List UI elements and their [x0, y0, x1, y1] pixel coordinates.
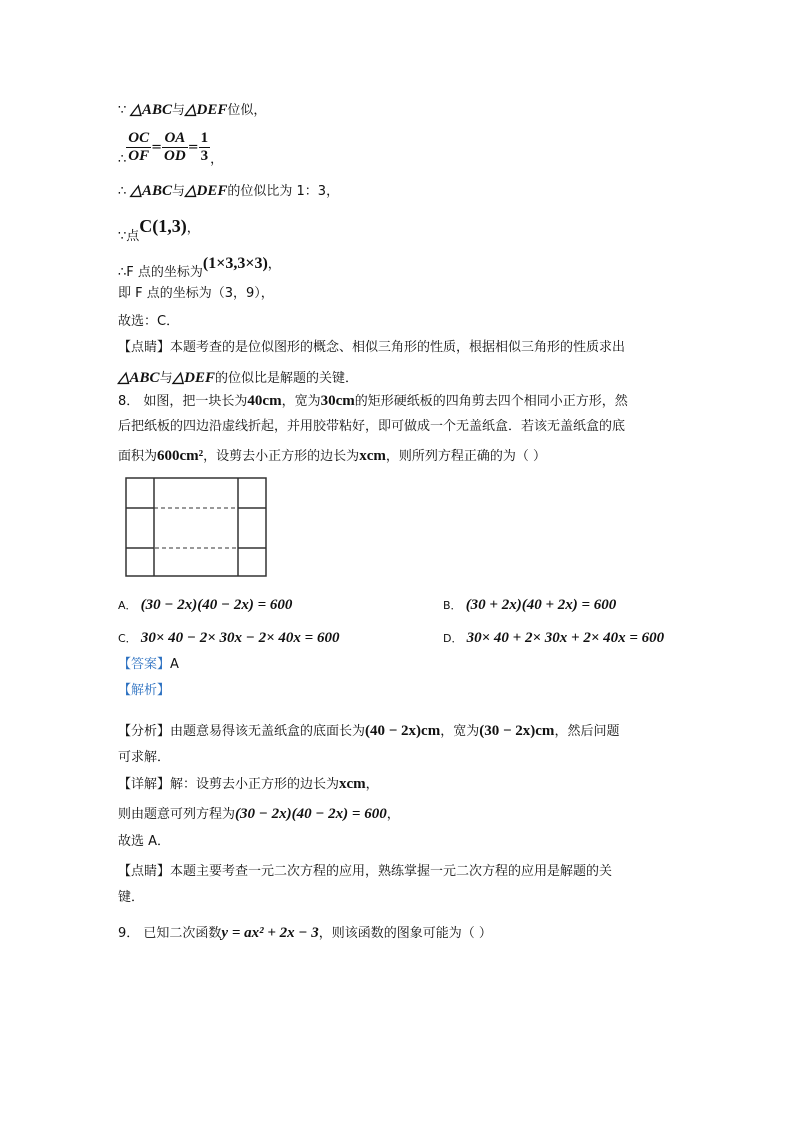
line: 可求解． [118, 750, 171, 765]
line: ∵ △ABC与△DEF位似， [118, 102, 267, 118]
analysis-heading: 【解析】 [118, 683, 171, 698]
option-c: C． 30× 40 − 2× 30x − 2× 40x = 600 [118, 630, 340, 646]
option-b: B． (30 + 2x)(40 + 2x) = 600 [443, 597, 617, 613]
line: 则由题意可列方程为(30 − 2x)(40 − 2x) = 600， [118, 806, 400, 822]
option-a: A． (30 − 2x)(40 − 2x) = 600 [118, 597, 293, 613]
line: 面积为600cm²，设剪去小正方形的边长为xcm，则所列方程正确的为（ ） [118, 448, 546, 464]
line: 【点睛】本题主要考查一元二次方程的应用，熟练掌握一元二次方程的应用是解题的关 [118, 864, 613, 879]
line: 故选：C． [118, 314, 180, 329]
line: △ABC与△DEF的位似比是解题的关键． [118, 370, 358, 386]
line: 【点睛】本题考查的是位似图形的概念、相似三角形的性质，根据相似三角形的性质求出 [118, 340, 626, 355]
cardboard-figure [124, 476, 270, 580]
line: 【详解】解：设剪去小正方形的边长为xcm， [118, 776, 379, 792]
line: 即 F 点的坐标为（3，9）， [118, 286, 274, 301]
line: 键． [118, 890, 145, 905]
option-d: D． 30× 40 + 2× 30x + 2× 40x = 600 [443, 630, 665, 646]
question-8: 8． 如图，把一块长为40cm，宽为30cm的矩形硬纸板的四角剪去四个相同小正方形，然 [118, 393, 628, 409]
line: 故选 A． [118, 834, 171, 849]
line: ∵点C(1,3)， [118, 216, 200, 244]
line: ∴F 点的坐标为(1×3,3×3)， [118, 255, 281, 280]
line: 【分析】由题意易得该无盖纸盒的底面长为(40 − 2x)cm，宽为(30 − 2x)cm，然后问题 [118, 723, 620, 739]
line: 后把纸板的四边沿虚线折起，并用胶带粘好，即可做成一个无盖纸盒．若该无盖纸盒的底 [118, 419, 626, 434]
answer: 【答案】A [118, 657, 179, 672]
line: ∴ $\frac{OC}{OF}$ = $\frac{OA}{OD}$ = $\frac{1}{3}$ ， [118, 130, 224, 167]
line: ∴ △ABC与△DEF的位似比为 1：3， [118, 183, 340, 199]
question-9: 9． 已知二次函数y = ax² + 2x − 3，则该函数的图象可能为（ ） [118, 925, 492, 941]
